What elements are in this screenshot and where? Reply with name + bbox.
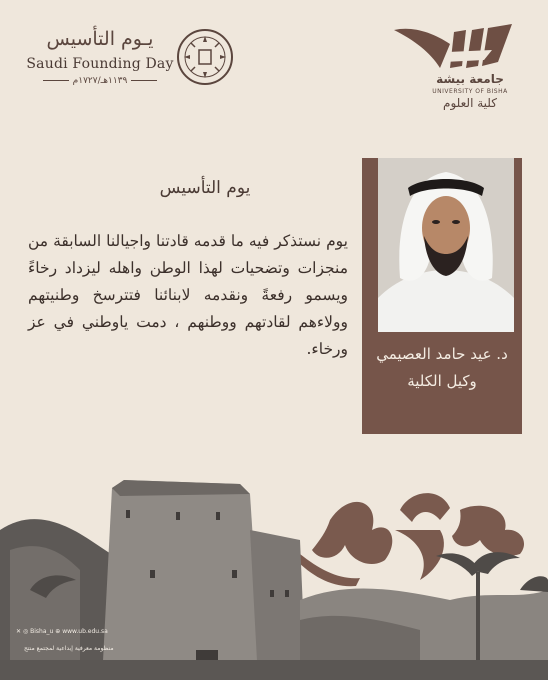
page-title: يوم التأسيس: [159, 178, 251, 198]
person-role: وكيل الكلية: [407, 372, 477, 390]
website-link[interactable]: www.ub.edu.sa: [62, 628, 108, 635]
university-arabic-name: جامعة بيشة: [436, 72, 504, 86]
university-english-name: UNIVERSITY OF BISHA: [432, 88, 508, 95]
profile-photo: [378, 158, 514, 332]
college-name: كلية العلوم: [443, 96, 497, 110]
portrait-illustration: [378, 158, 514, 332]
globe-icon[interactable]: ⊕: [55, 628, 61, 635]
footer-tagline: منظومة معرفية إبداعية لمجتمع منتج: [24, 645, 114, 652]
founding-day-english: Saudi Founding Day: [26, 56, 174, 72]
founding-day-arabic: يـوم التأسيس: [46, 28, 154, 50]
instagram-icon[interactable]: ◎: [22, 628, 29, 635]
founding-day-emblem-icon: [176, 28, 234, 86]
person-name: د. عيد حامد العصيمي: [376, 345, 508, 363]
footer-links: [16, 628, 108, 635]
founding-day-dates: ١١٣٩هـ/١٧٢٧م: [32, 76, 168, 86]
body-paragraph: يوم نستذكر فيه ما قدمه قادتنا واجيالنا السابقة من منجزات وتضحيات لهذا الوطن واهله ليزداد رخاءً ويسمو رفعةً ونقدمه لابنائنا فتترسخ وطنيتهم وولاءهم لقادتهم ووطنهم ، دمت ياوطني في عز ورخاء.: [28, 232, 348, 358]
social-handle[interactable]: Bisha_u: [30, 628, 54, 635]
twitter-icon[interactable]: ✕: [16, 628, 22, 635]
